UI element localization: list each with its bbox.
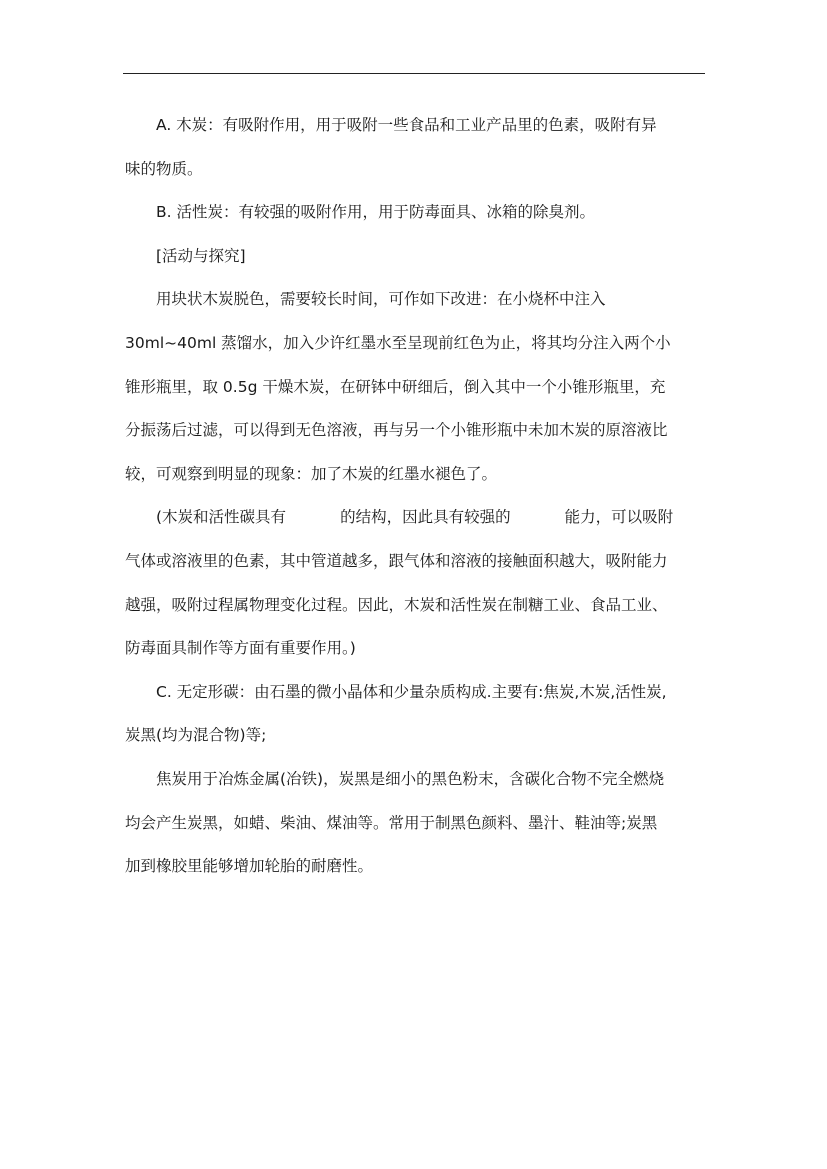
paragraph-amorphous-carbon (125, 671, 705, 758)
text-line: A. 木炭：有吸附作用，用于吸附一些食品和工业产品里的色素，吸附有异 (156, 116, 657, 134)
text-line: 加到橡胶里能够增加轮胎的耐磨性。 (125, 857, 374, 876)
document-body (125, 104, 705, 889)
text-line: C. 无定形碳：由石墨的微小晶体和少量杂质构成.主要有:焦炭,木炭,活性炭, (156, 682, 667, 701)
text-line: 均会产生炭黑，如蜡、柴油、煤油等。常用于制黑色颜料、墨汁、鞋油等;炭黑 (125, 813, 658, 832)
text-segment: 的结构，因此具有较强的 (340, 508, 511, 527)
paragraph-activated-carbon (125, 191, 705, 235)
text-line: 味的物质。 (125, 159, 203, 178)
fill-in-line (125, 496, 705, 540)
paragraph-experiment (125, 278, 705, 496)
paragraph-charcoal (125, 104, 705, 191)
paragraph-fill-in (125, 496, 705, 670)
text-line: B. 活性炭：有较强的吸附作用，用于防毒面具、冰箱的除臭剂。 (156, 203, 595, 222)
text-line: 30ml~40ml 蒸馏水，加入少许红墨水至呈现前红色为止，将其均分注入两个小 (125, 333, 671, 352)
text-segment: 能力，可以吸附 (564, 508, 674, 527)
text-line: 焦炭用于冶炼金属(冶铁)，炭黑是细小的黑色粉末，含碳化合物不完全燃烧 (156, 769, 665, 788)
text-line: 分振荡后过滤，可以得到无色溶液，再与另一个小锥形瓶中未加木炭的原溶液比 (125, 421, 668, 440)
text-line: 炭黑(均为混合物)等; (125, 726, 267, 745)
header-rule (123, 73, 705, 74)
text-line: 越强，吸附过程属物理变化过程。因此，木炭和活性炭在制糖工业、食品工业、 (125, 595, 668, 614)
text-line: 防毒面具制作等方面有重要作用。) (125, 639, 356, 658)
text-segment: (木炭和活性碳具有 (156, 508, 287, 527)
paragraph-activity-heading (125, 235, 705, 279)
text-line: 锥形瓶里，取 0.5g 干燥木炭，在研钵中研细后，倒入其中一个小锥形瓶里，充 (125, 377, 666, 396)
text-line: 气体或溶液里的色素，其中管道越多，跟气体和溶液的接触面积越大，吸附能力 (125, 551, 668, 570)
section-heading: [活动与探究] (156, 246, 246, 265)
text-line: 较，可观察到明显的现象：加了木炭的红墨水褪色了。 (125, 464, 498, 483)
paragraph-coke-carbon-black (125, 758, 705, 889)
text-line: 用块状木炭脱色，需要较长时间，可作如下改进：在小烧杯中注入 (156, 290, 606, 309)
